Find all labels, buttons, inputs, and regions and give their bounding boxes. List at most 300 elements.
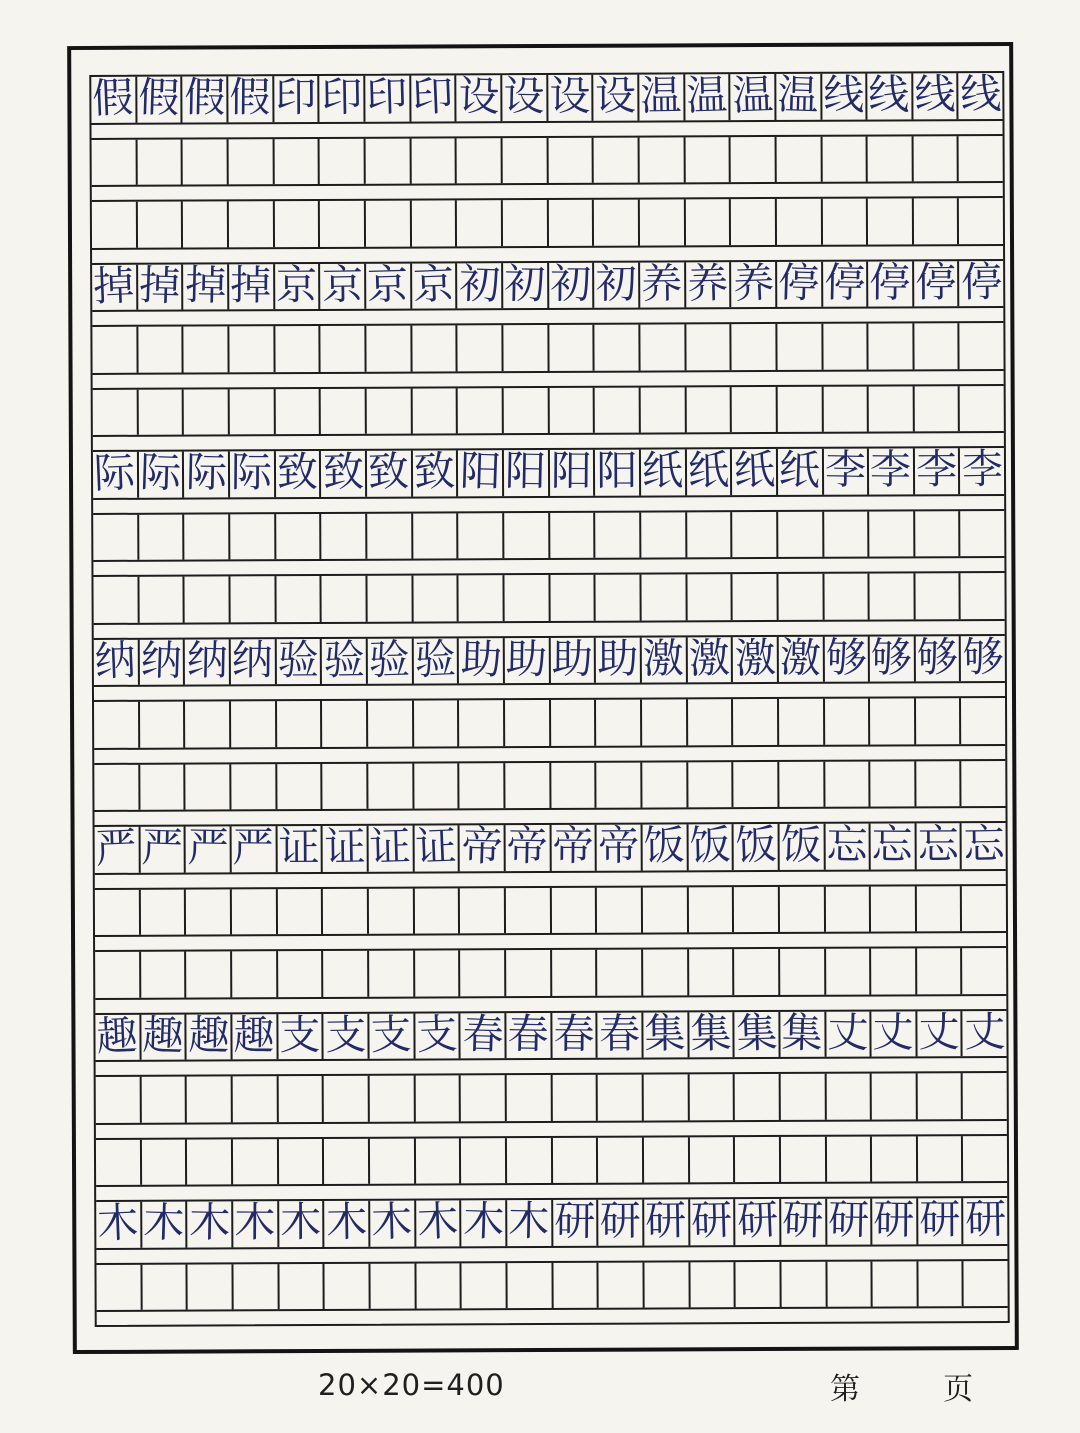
grid-cell [732,511,778,557]
handwritten-character: 木 [370,1197,414,1247]
handwritten-character: 证 [278,823,320,872]
handwritten-character: 严 [232,823,275,872]
grid-cell [277,823,323,872]
grid-cell [915,511,961,557]
grid-cell [96,1077,142,1123]
grid-cell [826,949,872,995]
grid-cell [95,1010,141,1061]
grid-cell [598,1137,644,1183]
handwritten-character: 假 [229,73,271,122]
handwritten-character: 温 [776,70,820,120]
grid-cell [915,573,961,619]
empty-row [93,383,1004,434]
grid-cell [279,1198,325,1247]
grid-cell [685,70,731,121]
handwritten-character: 初 [549,259,592,308]
grid-cell [826,1008,872,1057]
handwritten-character: 研 [827,1195,870,1245]
grid-size-label: 20×20=400 [318,1368,505,1402]
grid-cell [872,1195,918,1244]
handwritten-character: 木 [234,1198,276,1247]
handwritten-character: 饭 [734,820,778,871]
handwritten-character: 激 [779,632,822,683]
handwritten-character: 验 [368,634,411,684]
grid-cell [412,325,458,371]
grid-cell [779,761,825,807]
grid-cell [552,1009,598,1058]
handwritten-character: 丈 [826,1008,869,1057]
grid-cell [370,1138,416,1184]
handwritten-character: 致 [367,447,410,497]
grid-cell [734,1008,781,1058]
grid-cell [686,387,732,433]
handwritten-character: 饭 [780,820,823,870]
grid-cell [549,259,595,308]
grid-cell [506,950,552,996]
grid-cell [415,950,461,996]
grid-cell [595,387,641,433]
grid-cell [369,888,415,934]
handwritten-character: 初 [595,259,637,308]
grid-cell [231,635,277,685]
grid-cell [141,952,187,998]
handwritten-character: 致 [412,446,456,497]
empty-row [94,758,1005,809]
handwritten-character: 纳 [94,635,138,686]
grid-cell [184,326,230,372]
handwritten-character: 够 [825,633,868,682]
grid-cell [551,821,597,871]
grid-cell [323,888,369,934]
grid-cell [276,635,322,684]
character-row [95,821,1006,872]
grid-cell [503,200,549,246]
grid-cell [321,388,367,434]
grid-cell [411,200,457,246]
grid-cell [140,889,186,935]
grid-cell [644,1262,690,1308]
grid-cell [366,259,412,310]
handwritten-character: 纳 [186,635,228,685]
handwritten-character: 掉 [184,260,227,310]
grid-cell [913,136,959,182]
grid-cell [186,764,232,810]
handwritten-character: 线 [914,70,956,119]
grid-cell [370,1076,416,1122]
grid-cell [142,1139,188,1185]
grid-cell [823,386,869,432]
grid-cell [642,633,688,683]
grid-cell [595,512,641,558]
page-prefix-label: 第 [830,1372,860,1407]
grid-cell [184,389,230,435]
empty-row [93,571,1004,622]
grid-cell [685,199,731,245]
handwritten-character: 丈 [872,1008,915,1057]
grid-cell [644,1074,690,1120]
grid-cell [457,138,503,184]
grid-cell [777,199,823,245]
grid-cell [322,635,368,684]
grid-cell [320,201,366,247]
handwritten-character: 春 [507,1009,550,1059]
handwritten-character: 际 [185,448,228,498]
grid-cell [550,634,596,683]
grid-cell [95,889,141,935]
grid-cell [412,388,458,434]
grid-cell [323,822,369,872]
grid-cell [961,632,1005,682]
handwritten-character: 饭 [643,821,686,871]
grid-cell [93,448,139,498]
grid-cell [689,1137,735,1183]
handwritten-character: 丈 [963,1007,1006,1057]
grid-cell [276,576,322,622]
grid-cell [961,698,1005,744]
handwritten-character: 木 [280,1198,322,1247]
handwritten-character: 温 [685,70,728,121]
handwritten-character: 设 [549,71,591,121]
handwritten-character: 纸 [641,446,684,496]
grid-cell [92,327,138,373]
grid-cell [776,136,822,182]
grid-cell [505,821,551,871]
grid-cell [138,327,184,373]
handwritten-character: 际 [139,448,182,498]
grid-cell [139,577,185,623]
grid-cell [415,1075,461,1121]
handwritten-character: 验 [323,635,365,684]
grid-cell [185,701,231,747]
grid-cell [688,887,734,933]
grid-cell [686,258,732,308]
grid-cell [324,1197,370,1247]
grid-cell [185,635,231,685]
handwritten-character: 京 [276,260,318,309]
grid-cell [505,762,551,808]
grid-cell [277,763,323,809]
handwritten-character: 停 [777,257,821,308]
grid-cell [688,820,734,871]
grid-cell [551,700,597,746]
grid-cell [595,446,641,496]
handwritten-character: 忘 [917,820,959,869]
grid-cell [596,700,642,746]
grid-cell [414,700,460,746]
grid-cell [183,201,229,247]
grid-cell [233,1139,279,1185]
grid-cell [137,139,183,185]
grid-cell [552,1075,598,1121]
grid-cell [870,573,916,619]
handwritten-character: 助 [597,634,639,683]
handwritten-character: 忘 [871,820,914,869]
grid-cell [917,886,963,932]
grid-cell [777,257,823,308]
grid-cell [229,260,275,310]
grid-cell [731,258,777,308]
grid-cell [320,72,366,122]
grid-cell [183,73,229,123]
grid-cell [963,1135,1007,1181]
handwritten-character: 李 [824,445,867,495]
grid-cell [416,1263,462,1309]
handwritten-character: 研 [781,1195,825,1245]
handwritten-character: 木 [462,1196,505,1247]
handwritten-character: 掉 [92,260,136,311]
grid-cell [457,200,503,246]
grid-cell [641,574,687,620]
grid-cell [96,1139,142,1185]
grid-cell [229,326,275,372]
grid-cell [274,138,320,184]
grid-cell [824,511,870,557]
grid-cell [780,886,826,932]
grid-cell [186,951,232,997]
handwritten-character: 春 [598,1009,641,1058]
grid-cell [777,386,823,432]
grid-cell [460,950,506,996]
grid-cell [686,445,732,496]
handwritten-character: 阳 [596,446,638,496]
grid-cell [370,1263,416,1309]
handwritten-character: 木 [416,1196,460,1247]
grid-cell [644,1196,690,1246]
handwritten-character: 养 [731,258,775,308]
handwritten-character: 研 [645,1196,687,1246]
grid-cell [553,1196,599,1246]
grid-cell [643,1008,689,1058]
handwritten-character: 帝 [552,821,594,871]
grid-cell [871,948,917,994]
grid-cell [596,634,642,683]
grid-cell [232,823,278,872]
grid-cell [914,198,960,244]
grid-cell [825,761,871,807]
grid-cell [93,514,139,560]
grid-cell [871,820,917,869]
grid-cell [274,73,320,122]
handwritten-character: 阳 [458,446,502,497]
grid-cell [780,1074,826,1120]
grid-cell [776,70,822,120]
handwritten-character: 设 [594,71,637,121]
grid-cell [962,760,1006,806]
grid-cell [642,762,688,808]
grid-cell [687,512,733,558]
grid-cell [139,514,185,560]
grid-cell [91,73,137,123]
grid-cell [188,1198,234,1248]
grid-cell [916,761,962,807]
grid-cell [187,1010,233,1060]
handwritten-character: 温 [730,70,774,121]
grid-cell [365,72,411,122]
handwritten-character: 够 [871,633,913,682]
grid-cell [643,887,689,933]
grid-cell [873,1261,919,1307]
grid-cell [320,138,366,184]
grid-cell [185,514,231,560]
grid-cell [962,885,1006,931]
grid-cell [413,575,459,621]
grid-cell [735,1136,781,1182]
character-row [92,258,1003,309]
handwritten-character: 证 [414,821,458,872]
grid-cell [324,1076,370,1122]
handwritten-character: 假 [91,73,135,123]
grid-cell [93,389,139,435]
empty-row [92,133,1003,184]
handwritten-character: 趣 [233,1010,275,1060]
grid-cell [778,445,824,495]
grid-cell [916,820,962,869]
grid-cell [458,446,504,497]
grid-cell [232,1010,278,1060]
handwritten-character: 证 [369,822,412,872]
grid-cell [275,260,321,309]
grid-cell [229,139,275,185]
handwritten-character: 研 [690,1195,733,1246]
grid-cell [914,257,960,307]
grid-cell [139,635,185,686]
grid-cell [731,199,777,245]
grid-cell [457,259,503,309]
grid-cell [917,948,963,994]
grid-cell [825,820,871,870]
handwritten-character: 京 [321,260,364,309]
grid-cell [457,71,503,122]
grid-cell [689,949,735,995]
grid-cell [183,260,229,310]
grid-cell [366,326,412,372]
handwritten-character: 饭 [688,820,732,871]
grid-cell [277,888,323,934]
page-label [830,1364,973,1408]
grid-cell [643,949,689,995]
grid-cell [960,444,1004,494]
character-row [91,69,1002,123]
empty-row [93,508,1004,559]
handwritten-character: 趣 [141,1010,185,1061]
grid-cell [780,1007,826,1058]
grid-cell [96,1264,142,1310]
grid-cell [507,1075,553,1121]
handwritten-character: 养 [640,258,683,308]
grid-cell [780,949,826,995]
grid-cell [504,512,550,558]
grid-cell [461,1138,507,1184]
grid-cell [734,949,780,995]
grid-cell [732,445,778,496]
grid-cell [960,257,1004,307]
writing-grid [89,71,1009,1327]
grid-cell [504,446,550,496]
handwritten-character: 支 [279,1010,321,1059]
grid-cell [275,388,321,434]
handwritten-character: 集 [780,1007,824,1058]
grid-cell [550,575,596,621]
grid-cell [141,1010,187,1061]
grid-cell [368,701,414,747]
handwritten-character: 纸 [687,445,730,496]
grid-cell [917,1073,963,1119]
grid-cell [872,1008,918,1057]
grid-cell [733,574,779,620]
grid-cell [142,1198,188,1248]
grid-cell [137,73,183,123]
grid-cell [414,763,460,809]
grid-cell [685,137,731,183]
grid-cell [413,513,459,559]
grid-cell [322,576,368,622]
grid-cell [93,577,139,623]
grid-cell [824,574,870,620]
grid-cell [779,699,825,745]
grid-cell [505,634,551,684]
grid-cell [274,201,320,247]
grid-cell [551,887,597,933]
empty-row [95,946,1006,997]
handwritten-character: 助 [505,634,548,684]
grid-cell [824,633,870,682]
grid-cell [549,325,595,371]
handwritten-character: 研 [735,1195,779,1246]
handwritten-character: 线 [868,70,911,119]
grid-cell [732,386,778,432]
grid-cell [94,764,140,810]
handwritten-character: 够 [962,632,1004,682]
grid-cell [914,323,960,369]
handwritten-character: 激 [687,633,731,683]
grid-cell [640,199,686,245]
grid-cell [231,701,277,747]
grid-cell [781,1136,827,1182]
grid-cell [233,1264,279,1310]
grid-cell [233,1076,279,1122]
grid-cell [916,698,962,744]
grid-cell [827,1261,873,1307]
grid-cell [730,70,776,121]
grid-cell [185,576,231,622]
grid-cell [504,575,550,621]
grid-cell [416,1196,462,1247]
grid-cell [323,951,369,997]
grid-cell [872,1073,918,1119]
outer-frame [67,42,1019,1354]
grid-cell [594,259,640,308]
handwritten-character: 停 [915,257,957,307]
handwritten-character: 激 [642,633,685,683]
grid-cell [640,324,686,370]
grid-cell [503,325,549,371]
grid-cell [960,323,1004,369]
grid-cell [733,761,779,807]
grid-cell [548,137,594,183]
grid-cell [323,763,369,809]
grid-cell [964,1260,1008,1306]
handwritten-character: 初 [503,259,546,309]
grid-cell [913,70,959,119]
grid-cell [549,387,595,433]
grid-cell [548,200,594,246]
grid-cell [639,137,685,183]
grid-cell [187,1076,233,1122]
grid-cell [964,1194,1008,1244]
grid-cell [552,1137,598,1183]
grid-cell [230,448,276,497]
handwritten-character: 致 [322,447,364,497]
